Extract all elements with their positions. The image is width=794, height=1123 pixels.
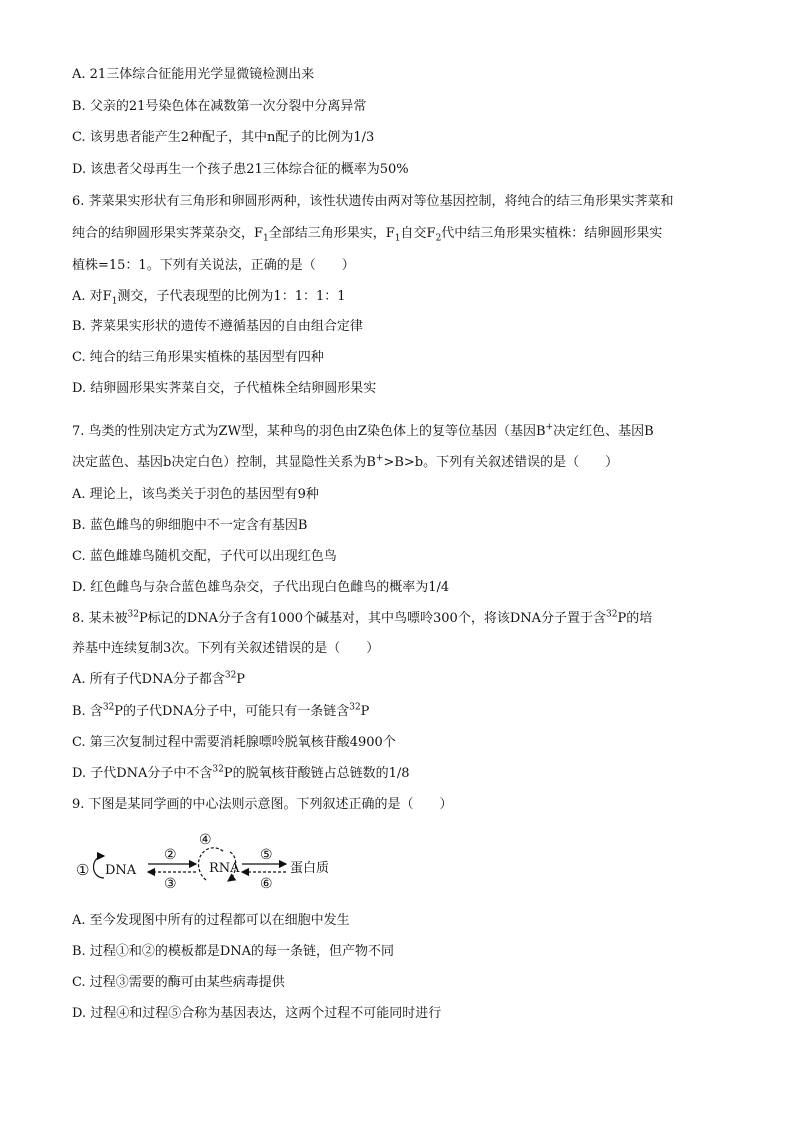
label-process-3: ③ bbox=[164, 876, 177, 892]
label-process-6: ⑥ bbox=[260, 876, 273, 892]
q5-option-b: B. 父亲的21号染色体在减数第一次分裂中分离异常 bbox=[72, 99, 367, 114]
replication-loop-arrow bbox=[94, 856, 105, 878]
q5-option-c: C. 该男患者能产生2种配子，其中n配子的比例为1/3 bbox=[72, 130, 375, 145]
label-process-1: ① bbox=[76, 861, 90, 879]
label-process-4: ④ bbox=[199, 832, 212, 848]
q9-stem-line1: 9. 下图是某同学画的中心法则示意图。下列叙述正确的是（ ） bbox=[72, 797, 453, 812]
q6-option-a: A. 对$F_1$测交，子代表现型的比例为1：1：1：1 bbox=[72, 289, 346, 307]
central-dogma-diagram bbox=[72, 826, 372, 896]
q6-stem-line3: 植株=15：1。下列有关说法，正确的是（ ） bbox=[72, 258, 355, 273]
q6-option-b: B. 荠菜果实形状的遗传不遵循基因的自由组合定律 bbox=[72, 319, 363, 334]
label-process-2: ② bbox=[164, 847, 177, 863]
q8-option-a: A. 所有子代DNA分子都含$^{32}$P bbox=[72, 670, 246, 687]
q9-option-a: A. 至今发现图中所有的过程都可以在细胞中发生 bbox=[72, 913, 350, 928]
q6-option-c: C. 纯合的结三角形果实植株的基因型有四种 bbox=[72, 350, 324, 365]
q7-option-a: A. 理论上，该鸟类关于羽色的基因型有9种 bbox=[72, 487, 319, 502]
dna-label: DNA bbox=[105, 863, 137, 878]
q8-option-b: B. 含$^{32}$P的子代DNA分子中，可能只有一条链含$^{32}$P bbox=[72, 702, 370, 719]
q8-stem-line1: 8. 某未被$^{32}$P标记的DNA分子含有1000个碱基对，其中鸟嘌呤300个，将该DNA分子置于含$^{32}$P的培 bbox=[72, 609, 653, 626]
label-process-5: ⑤ bbox=[260, 847, 273, 863]
q7-option-d: D. 红色雌鸟与杂合蓝色雄鸟杂交，子代出现白色雌鸟的概率为1/4 bbox=[72, 580, 450, 595]
protein-label: 蛋白质 bbox=[290, 861, 330, 876]
q6-option-d: D. 结卵圆形果实荠菜自交，子代植株全结卵圆形果实 bbox=[72, 381, 377, 396]
q7-option-c: C. 蓝色雌雄鸟随机交配，子代可以出现红色鸟 bbox=[72, 549, 337, 564]
q8-option-c: C. 第三次复制过程中需要消耗腺嘌呤脱氧核苷酸4900个 bbox=[72, 735, 396, 750]
q9-option-c: C. 过程③需要的酶可由某些病毒提供 bbox=[72, 975, 285, 990]
rna-label: RNA bbox=[209, 861, 240, 876]
q7-stem-line1: 7. 鸟类的性别决定方式为ZW型，某种鸟的羽色由Z染色体上的复等位基因（基因B+决定红色、基因B bbox=[72, 422, 654, 439]
q6-stem-line2: 纯合的结卵圆形果实荠菜杂交，$F_1$全部结三角形果实，$F_1$自交$F_2$代中结三角形果实植株：结卵圆形果实 bbox=[72, 226, 663, 244]
q7-stem-line2: 决定蓝色、基因b决定白色）控制，其显隐性关系为B+>B>b。下列有关叙述错误的是（ ） bbox=[72, 453, 619, 470]
q5-option-a: A. 21三体综合征能用光学显微镜检测出来 bbox=[72, 67, 315, 82]
q8-stem-line2: 养基中连续复制3次。下列有关叙述错误的是（ ） bbox=[72, 641, 380, 656]
q9-option-d: D. 过程④和过程⑤合称为基因表达，这两个过程不可能同时进行 bbox=[72, 1006, 442, 1021]
q7-option-b: B. 蓝色雌鸟的卵细胞中不一定含有基因B bbox=[72, 518, 308, 533]
q6-stem-line1: 6. 荠菜果实形状有三角形和卵圆形两种，该性状遗传由两对等位基因控制，将纯合的结三角形果实荠菜和 bbox=[72, 194, 674, 209]
q5-option-d: D. 该患者父母再生一个孩子患21三体综合征的概率为50% bbox=[72, 162, 409, 177]
q8-option-d: D. 子代DNA分子中不含$^{32}$P的脱氧核苷酸链占总链数的1/8 bbox=[72, 764, 410, 781]
q9-option-b: B. 过程①和②的模板都是DNA的每一条链，但产物不同 bbox=[72, 944, 395, 959]
